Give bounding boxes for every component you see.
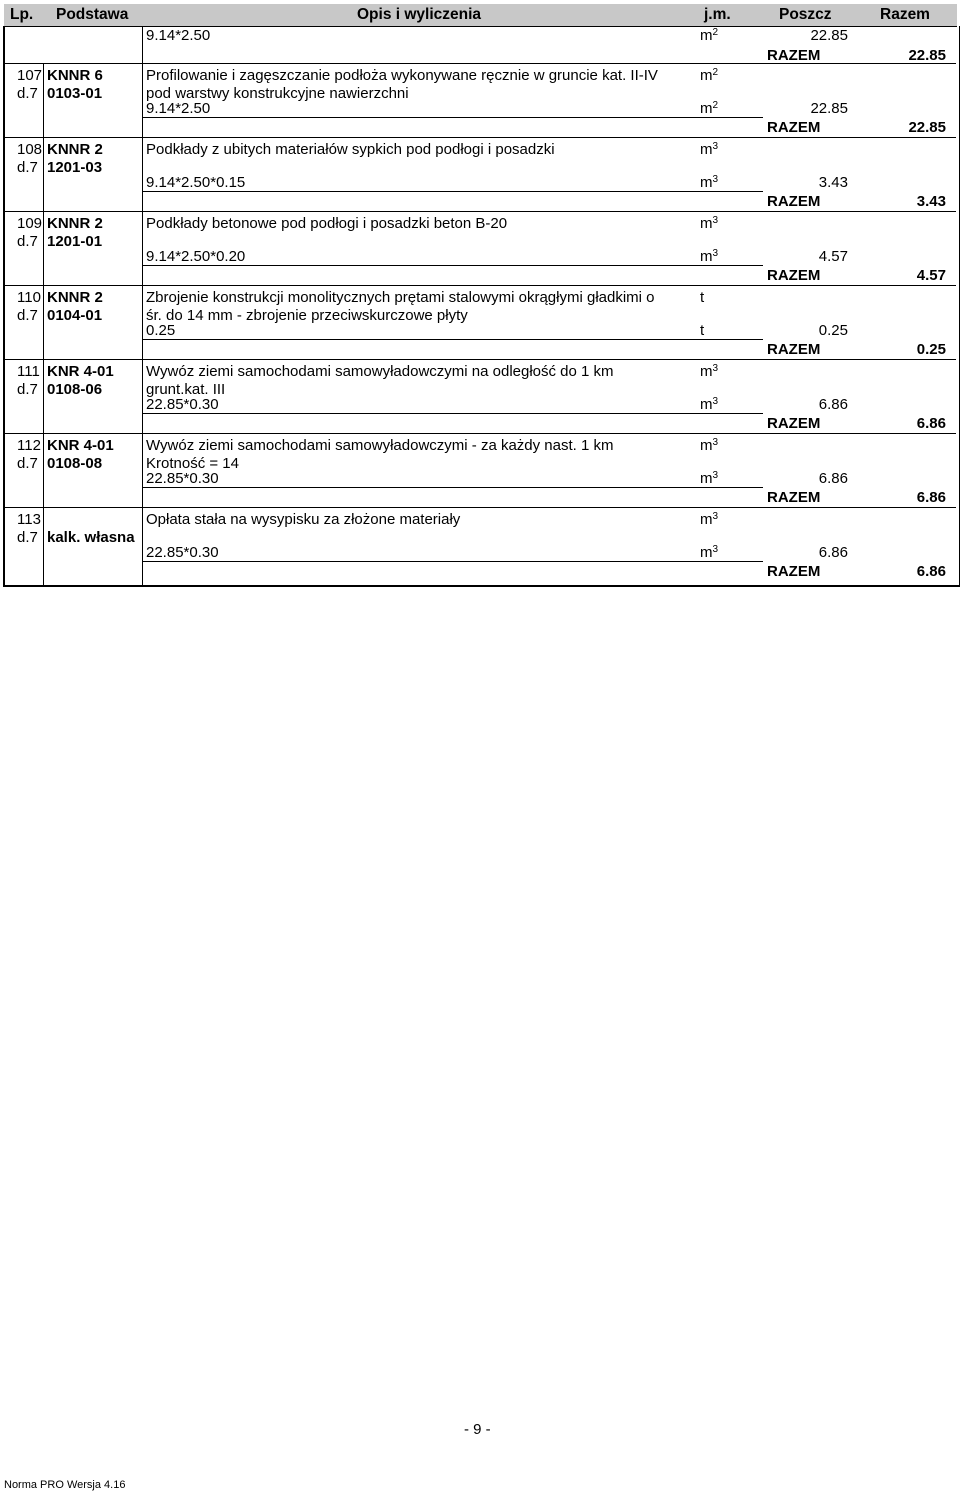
item-basis-catalog: KNR 4-01: [47, 437, 114, 454]
item-unit: $m^3$: [700, 511, 719, 528]
item-calc: 0.25: [146, 322, 176, 339]
item-calc-unit: $m^3$: [700, 470, 719, 487]
item-unit: $m^3$: [700, 141, 719, 158]
item-lp: 107: [17, 67, 43, 84]
item-description: śr. do 14 mm - zbrojenie przeciwskurczowe płyty: [146, 307, 468, 324]
item-description: Podkłady betonowe pod podłogi i posadzki beton B-20: [146, 215, 508, 232]
row-separator: [4, 285, 956, 286]
calc-separator: [143, 339, 763, 340]
item-basis-code: 0108-08: [47, 455, 103, 472]
carry-unit: $m^2$: [700, 27, 719, 44]
row-separator: [4, 137, 956, 138]
header-jm: j.m.: [704, 6, 731, 23]
item-basis-code: 0104-01: [47, 307, 103, 324]
item-description: Zbrojenie konstrukcji monolitycznych prętami stalowymi okrągłymi gładkimi o: [146, 289, 655, 306]
item-poszcz: 6.86: [818, 544, 848, 561]
column-divider-basis: [142, 26, 143, 585]
item-razem-label: RAZEM: [767, 415, 821, 432]
item-lp: 109: [17, 215, 43, 232]
software-version: Norma PRO Wersja 4.16: [4, 1479, 126, 1491]
calc-separator: [143, 117, 763, 118]
item-lp: 108: [17, 141, 43, 158]
item-calc: 9.14*2.50*0.15: [146, 174, 246, 191]
item-description: Krotność = 14: [146, 455, 239, 472]
item-basis-code: kalk. własna: [47, 529, 135, 546]
item-calc: 9.14*2.50*0.20: [146, 248, 246, 265]
item-description: pod warstwy konstrukcyjne nawierzchni: [146, 85, 409, 102]
row-separator: [4, 359, 956, 360]
carry-calc: 9.14*2.50: [146, 27, 211, 44]
item-sub: d.7: [17, 381, 38, 398]
item-description: Podkłady z ubitych materiałów sypkich pod podłogi i posadzki: [146, 141, 555, 158]
item-description: Opłata stała na wysypisku za złożone materiały: [146, 511, 461, 528]
item-calc: 9.14*2.50: [146, 100, 211, 117]
item-sub: d.7: [17, 529, 38, 546]
item-unit: $m^3$: [700, 363, 719, 380]
item-sub: d.7: [17, 455, 38, 472]
item-poszcz: 4.57: [818, 248, 848, 265]
item-basis-code: 1201-03: [47, 159, 103, 176]
header-opis: Opis i wyliczenia: [357, 6, 482, 23]
row-separator: [4, 507, 956, 508]
item-basis-catalog: KNNR 2: [47, 215, 103, 232]
item-razem-value: 6.86: [916, 563, 946, 580]
item-razem-value: 22.85: [908, 119, 946, 136]
item-poszcz: 6.86: [818, 396, 848, 413]
item-basis-code: 1201-01: [47, 233, 103, 250]
header-poszcz: Poszcz: [779, 6, 832, 23]
item-poszcz: 6.86: [818, 470, 848, 487]
item-unit: $m^2$: [700, 67, 719, 84]
item-description: Wywóz ziemi samochodami samowyładowczymi na odległość do 1 km: [146, 363, 614, 380]
item-description: Profilowanie i zagęszczanie podłoża wykonywane ręcznie w gruncie kat. II-IV: [146, 67, 658, 84]
carry-razem-label: RAZEM: [767, 47, 821, 64]
item-poszcz: 0.25: [818, 322, 848, 339]
calc-separator: [143, 265, 763, 266]
calc-separator: [143, 191, 763, 192]
header-razem: Razem: [880, 6, 930, 23]
item-razem-label: RAZEM: [767, 193, 821, 210]
item-calc-unit: $m^3$: [700, 174, 719, 191]
item-basis-catalog: KNNR 6: [47, 67, 103, 84]
item-razem-label: RAZEM: [767, 563, 821, 580]
item-calc-unit: $m^3$: [700, 248, 719, 265]
item-razem-value: 0.25: [916, 341, 946, 358]
item-lp: 110: [17, 289, 41, 306]
item-description: grunt.kat. III: [146, 381, 226, 398]
item-description: Wywóz ziemi samochodami samowyładowczymi - za każdy nast. 1 km: [146, 437, 614, 454]
item-razem-label: RAZEM: [767, 267, 821, 284]
item-razem-value: 6.86: [916, 489, 946, 506]
item-razem-value: 3.43: [916, 193, 946, 210]
item-calc-unit: $m^2$: [700, 100, 719, 117]
item-basis-catalog: KNNR 2: [47, 141, 103, 158]
calc-separator: [143, 413, 763, 414]
item-razem-label: RAZEM: [767, 489, 821, 506]
item-lp: 112: [17, 437, 41, 454]
row-separator: [4, 433, 956, 434]
item-sub: d.7: [17, 159, 38, 176]
item-basis-code: 0103-01: [47, 85, 103, 102]
item-basis-code: 0108-06: [47, 381, 103, 398]
item-razem-value: 4.57: [916, 267, 946, 284]
calc-separator: [143, 487, 763, 488]
item-calc-unit: $m^3$: [700, 544, 719, 561]
item-unit: $m^3$: [700, 437, 719, 454]
item-calc-unit: t: [700, 322, 705, 339]
item-basis-catalog: KNR 4-01: [47, 363, 114, 380]
item-sub: d.7: [17, 85, 38, 102]
item-unit: t: [700, 289, 705, 306]
item-calc: 22.85*0.30: [146, 544, 219, 561]
item-unit: $m^3$: [700, 215, 719, 232]
item-razem-label: RAZEM: [767, 119, 821, 136]
item-calc: 22.85*0.30: [146, 396, 219, 413]
column-divider-lp: [43, 63, 44, 585]
carry-razem-value: 22.85: [908, 47, 946, 64]
item-razem-label: RAZEM: [767, 341, 821, 358]
header-podstawa: Podstawa: [56, 6, 129, 23]
item-razem-value: 6.86: [916, 415, 946, 432]
item-calc-unit: $m^3$: [700, 396, 719, 413]
item-basis-catalog: KNNR 2: [47, 289, 103, 306]
page-number: - 9 -: [464, 1421, 491, 1438]
item-lp: 113: [17, 511, 41, 528]
carry-poszcz: 22.85: [810, 27, 848, 44]
item-calc: 22.85*0.30: [146, 470, 219, 487]
calc-separator: [143, 561, 763, 562]
item-poszcz: 3.43: [818, 174, 848, 191]
item-lp: 111: [17, 363, 40, 380]
item-sub: d.7: [17, 307, 38, 324]
row-separator: [4, 211, 956, 212]
item-sub: d.7: [17, 233, 38, 250]
header-lp: Lp.: [10, 6, 34, 23]
row-separator: [4, 63, 956, 64]
item-poszcz: 22.85: [810, 100, 848, 117]
